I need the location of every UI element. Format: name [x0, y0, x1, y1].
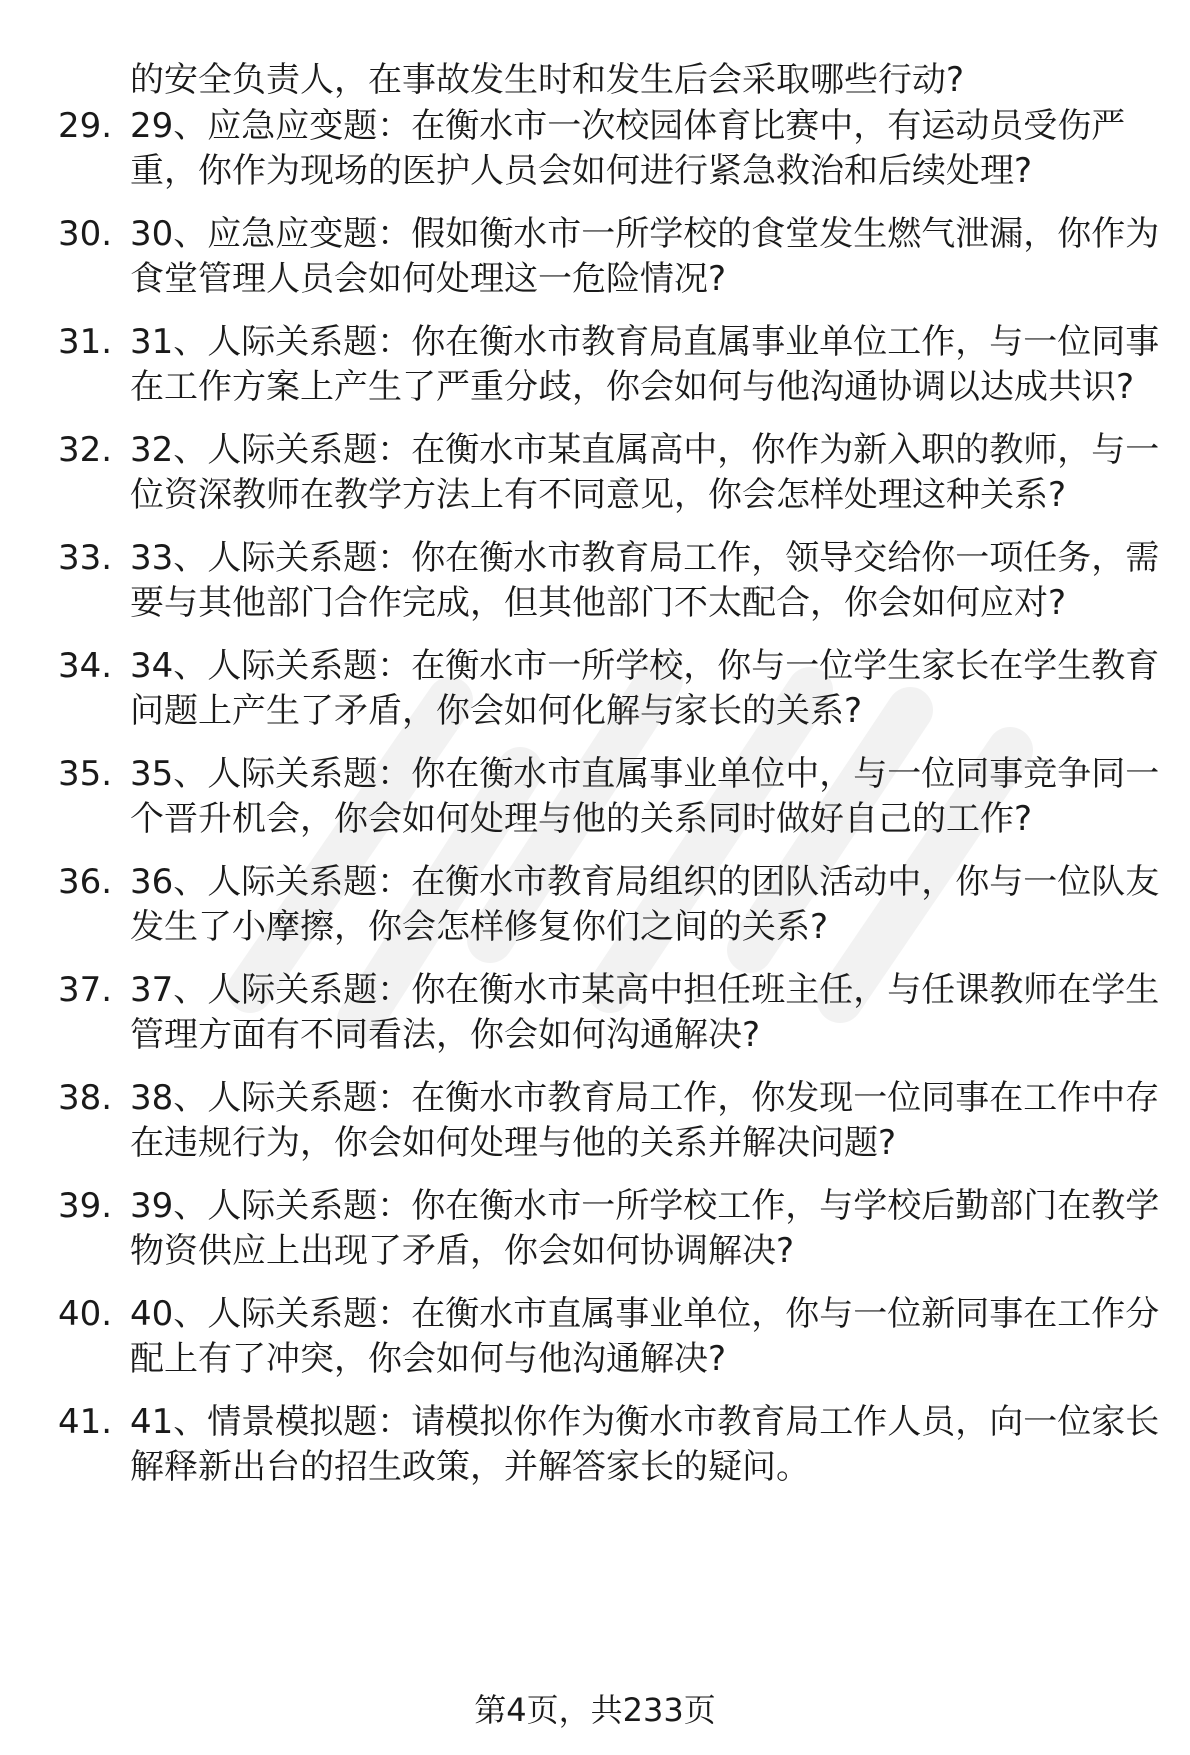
- item-text: 30、应急应变题：假如衡水市一所学校的食堂发生燃气泄漏，你作为食堂管理人员会如何处理这一危险情况?: [130, 214, 1160, 299]
- item-text: 31、人际关系题：你在衡水市教育局直属事业单位工作，与一位同事在工作方案上产生了严重分歧，你会如何与他沟通协调以达成共识?: [130, 322, 1160, 407]
- item-number: 38.: [58, 1078, 113, 1118]
- question-list: [0, 104, 1190, 1508]
- list-item: [0, 968, 1190, 1058]
- item-text: 41、情景模拟题：请模拟你作为衡水市教育局工作人员，向一位家长解释新出台的招生政策，并解答家长的疑问。: [130, 1402, 1160, 1487]
- page-footer: 第4页，共233页: [474, 1691, 716, 1729]
- item-text: 36、人际关系题：在衡水市教育局组织的团队活动中，你与一位队友发生了小摩擦，你会怎样修复你们之间的关系?: [130, 862, 1160, 947]
- list-item: [0, 1076, 1190, 1166]
- item-text: 40、人际关系题：在衡水市直属事业单位，你与一位新同事在工作分配上有了冲突，你会如何与他沟通解决?: [130, 1294, 1160, 1379]
- item-text: 37、人际关系题：你在衡水市某高中担任班主任，与任课教师在学生管理方面有不同看法，你会如何沟通解决?: [130, 970, 1160, 1055]
- item-text: 38、人际关系题：在衡水市教育局工作，你发现一位同事在工作中存在违规行为，你会如何处理与他的关系并解决问题?: [130, 1078, 1160, 1163]
- list-item: [0, 860, 1190, 950]
- list-item: [0, 536, 1190, 626]
- item-text: 34、人际关系题：在衡水市一所学校，你与一位学生家长在学生教育问题上产生了矛盾，你会如何化解与家长的关系?: [130, 646, 1160, 731]
- item-number: 32.: [58, 430, 113, 470]
- item-text: 39、人际关系题：你在衡水市一所学校工作，与学校后勤部门在教学物资供应上出现了矛盾，你会如何协调解决?: [130, 1186, 1160, 1271]
- item-text: 32、人际关系题：在衡水市某直属高中，你作为新入职的教师，与一位资深教师在教学方法上有不同意见，你会怎样处理这种关系?: [130, 430, 1160, 515]
- list-item: [0, 104, 1190, 194]
- item-number: 36.: [58, 862, 113, 902]
- item-number: 37.: [58, 970, 113, 1010]
- list-item: [0, 1400, 1190, 1490]
- item-number: 41.: [58, 1402, 113, 1442]
- list-item: [0, 428, 1190, 518]
- item-number: 40.: [58, 1294, 113, 1334]
- item-text: 35、人际关系题：你在衡水市直属事业单位中，与一位同事竞争同一个晋升机会，你会如何处理与他的关系同时做好自己的工作?: [130, 754, 1160, 839]
- item-text: 29、应急应变题：在衡水市一次校园体育比赛中，有运动员受伤严重，你作为现场的医护人员会如何进行紧急救治和后续处理?: [130, 106, 1126, 191]
- item-number: 33.: [58, 538, 113, 578]
- item-number: 35.: [58, 754, 113, 794]
- item-number: 31.: [58, 322, 113, 362]
- list-item: [0, 320, 1190, 410]
- item-number: 29.: [58, 106, 113, 146]
- item-number: 39.: [58, 1186, 113, 1226]
- list-item: [0, 1292, 1190, 1382]
- list-item: [0, 752, 1190, 842]
- continuation-text: 的安全负责人，在事故发生时和发生后会采取哪些行动?: [130, 60, 965, 100]
- item-text: 33、人际关系题：你在衡水市教育局工作，领导交给你一项任务，需要与其他部门合作完成，但其他部门不太配合，你会如何应对?: [130, 538, 1160, 623]
- list-item: [0, 644, 1190, 734]
- item-number: 34.: [58, 646, 113, 686]
- list-item: [0, 212, 1190, 302]
- item-number: 30.: [58, 214, 113, 254]
- list-item: [0, 1184, 1190, 1274]
